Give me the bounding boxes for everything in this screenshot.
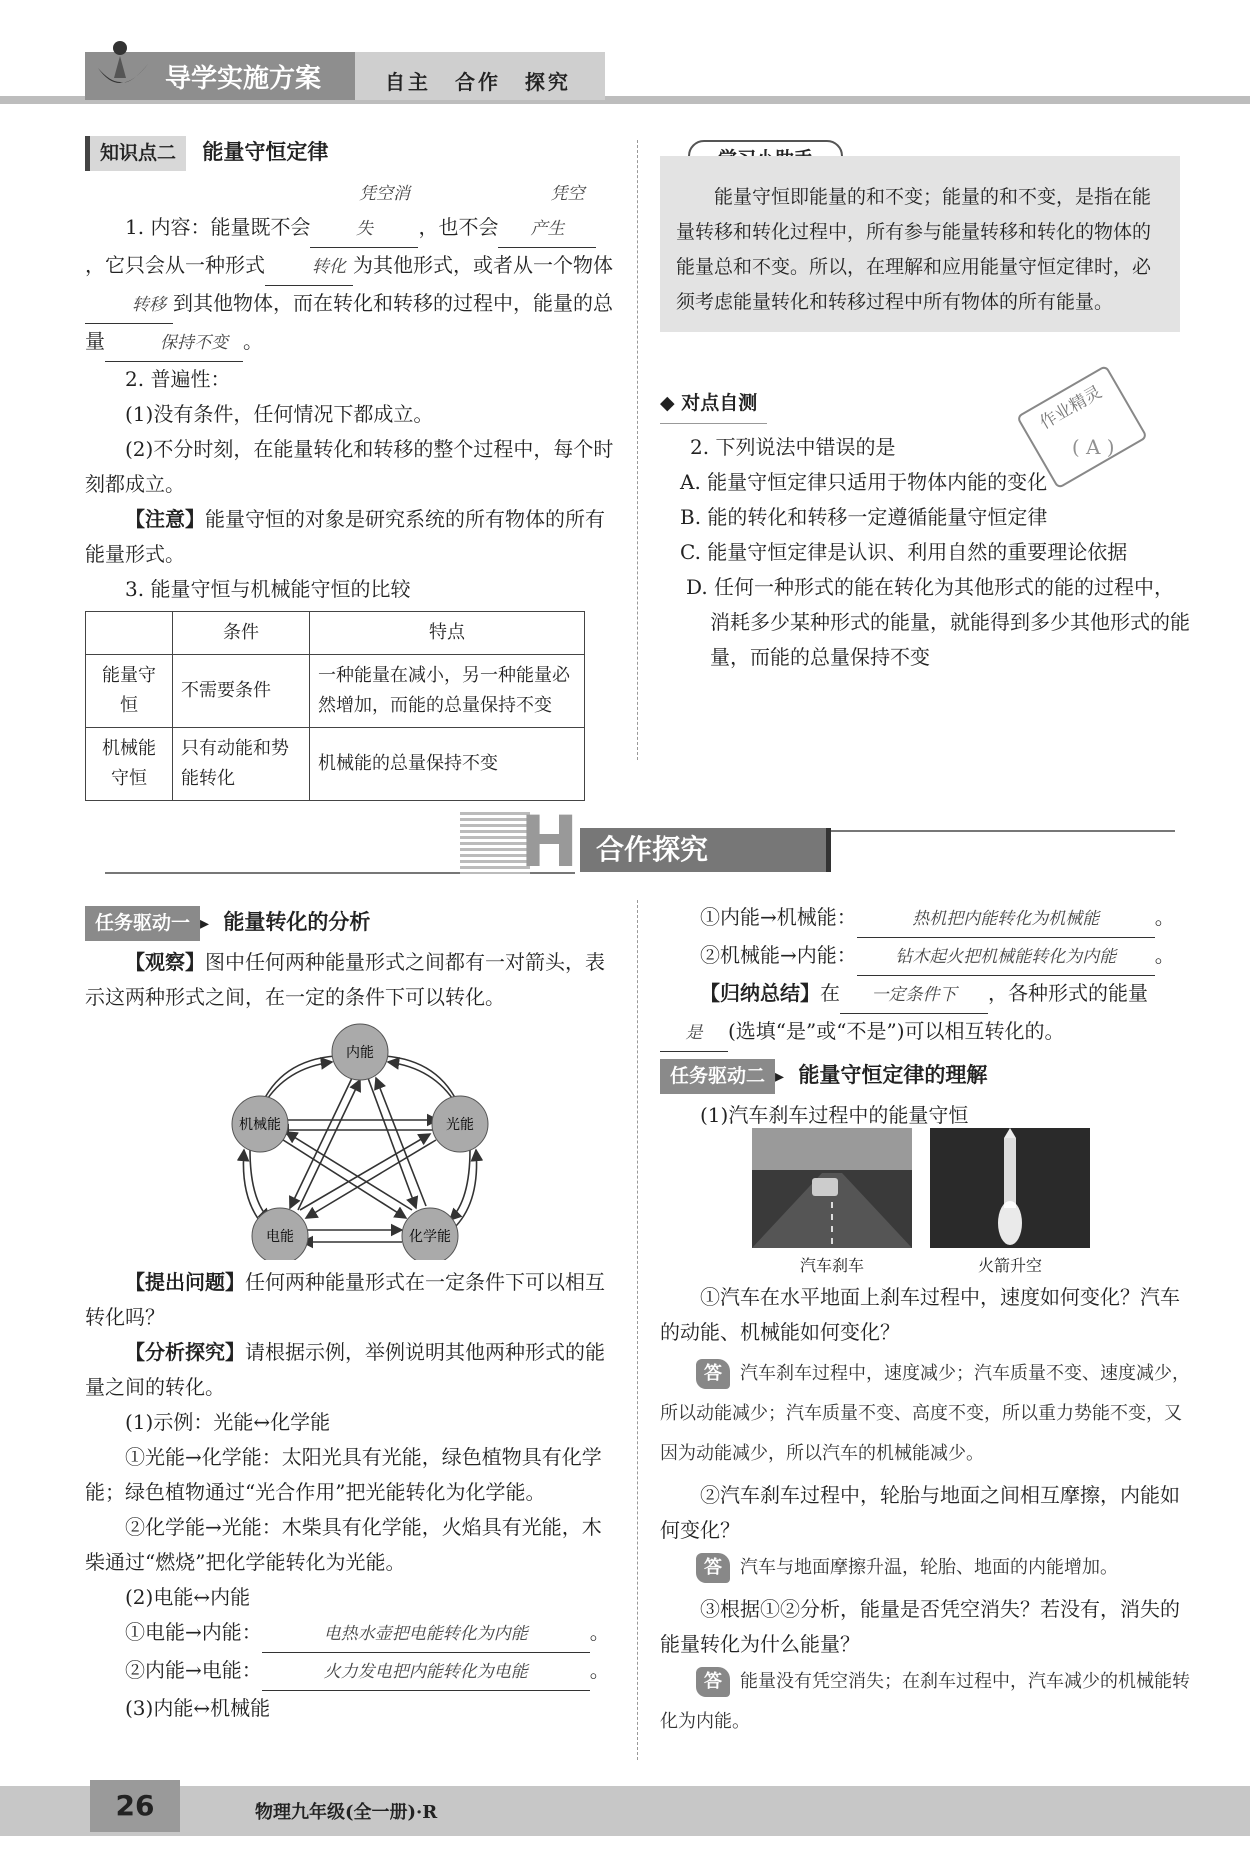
- task2-a2: [660, 1548, 1190, 1588]
- analysis-text: 请根据示例，举例说明其他两种形式的能量之间的转化。: [85, 1340, 605, 1399]
- task-1-body: [85, 1265, 620, 1726]
- answer-text: 能量没有凭空消失；在刹车过程中，汽车减少的机械能转化为内能。: [660, 1671, 1190, 1732]
- task1-title: 能量转化的分析: [223, 910, 371, 934]
- header-title: 导学实施方案: [165, 64, 322, 94]
- label: ②机械能→内能：: [700, 943, 857, 967]
- task2-title: 能量守恒定律的理解: [798, 1063, 988, 1087]
- task-1: [85, 905, 620, 1015]
- page-number: 26: [90, 1780, 180, 1832]
- observe: [85, 945, 620, 1015]
- fill-blank: 转化: [265, 250, 353, 286]
- fill-blank: 转移: [85, 288, 173, 324]
- answer-text: 汽车与地面摩擦升温，轮胎、地面的内能增加。: [740, 1557, 1118, 1578]
- part3-a: [660, 900, 1190, 938]
- text: 。: [1154, 905, 1175, 929]
- note: [85, 502, 615, 572]
- node-label: 机械能: [239, 1117, 281, 1133]
- comparison-table: [85, 611, 585, 801]
- arrow: [368, 1078, 416, 1208]
- fill-blank: 钻木起火把机械能转化为内能: [857, 940, 1155, 976]
- part2-b: [85, 1653, 620, 1691]
- table-row: [86, 655, 585, 728]
- section-title: 合作探究: [580, 828, 831, 872]
- observe-label: 【观察】: [125, 950, 205, 974]
- diamond-icon: ◆: [660, 392, 675, 414]
- answer-text: 汽车刹车过程中，速度减少；汽车质量不变、速度减少，所以动能减少；汽车质量不变、高度不变，所以重力势能不变，又因为动能减少，所以汽车的机械能减少。: [660, 1363, 1190, 1464]
- compare-title: 3. 能量守恒与机械能守恒的比较: [125, 577, 411, 601]
- note-text: 能量守恒的对象是研究系统的所有物体的所有能量形式。: [85, 507, 605, 566]
- text: ，也不会: [418, 215, 499, 239]
- column-divider-top: [637, 140, 638, 760]
- option-b: B. 能的转化和转移一定遵循能量守恒定律: [680, 505, 1048, 529]
- task-2-body: [660, 1280, 1190, 1742]
- rocket-caption: 火箭升空: [977, 1256, 1042, 1275]
- rocket-launch-photo: [930, 1128, 1090, 1248]
- helper-text: 能量守恒即能量的和不变；能量的和不变，是指在能量转移和转化过程中，所有参与能量转移和转化的物体的能量总和不变。所以，在理解和应用能量守恒定律时，必须考虑能量转化和转移过程中所有物体的所有能量。: [676, 186, 1152, 313]
- table-cell: 机械能守恒: [86, 728, 173, 801]
- helper-box: [660, 156, 1180, 332]
- part2-title: (2)电能↔内能: [125, 1585, 251, 1609]
- text: 。: [589, 1658, 610, 1682]
- label: ①电能→内能：: [125, 1620, 262, 1644]
- book-title: 物理九年级(全一册)·R: [255, 1802, 438, 1823]
- arrow: [290, 1078, 352, 1208]
- table-cell: 机械能的总量保持不变: [310, 728, 585, 801]
- text: 。: [589, 1620, 610, 1644]
- car-caption: 汽车刹车: [799, 1256, 864, 1275]
- arrow: [376, 1078, 426, 1206]
- node-label: 光能: [446, 1117, 474, 1133]
- answer-mark-icon: 答: [696, 1553, 730, 1583]
- summary-label: 【归纳总结】: [700, 981, 820, 1005]
- section-h-icon: H: [520, 801, 579, 883]
- table-header: 特点: [310, 612, 585, 655]
- example-title: (1)示例：光能↔化学能: [125, 1410, 331, 1434]
- example-1: ①光能→化学能：太阳光具有光能，绿色植物具有化学能；绿色植物通过“光合作用”把光能转化为化学能。: [85, 1445, 602, 1504]
- footer-band: [0, 1786, 1250, 1836]
- table-header-row: [86, 612, 585, 655]
- summary: [660, 976, 1190, 1052]
- knowledge-tag: 知识点二: [85, 136, 186, 171]
- part2-a: [85, 1615, 620, 1653]
- fill-blank: 火力发电把内能转化为电能: [262, 1655, 590, 1691]
- universality-title: 2. 普遍性：: [125, 367, 231, 391]
- label: ①内能→机械能：: [700, 905, 857, 929]
- part3-b: [660, 938, 1190, 976]
- car-icon: [752, 1128, 912, 1248]
- arrow: [388, 1062, 456, 1104]
- node-label: 化学能: [409, 1229, 451, 1245]
- example-2: ②化学能→光能：木柴具有化学能，火焰具有光能，木柴通过“燃烧”把化学能转化为光能。: [85, 1515, 602, 1574]
- option-d: D. 任何一种形式的能在转化为其他形式的能的过程中，消耗多少某种形式的能量，就能得到多少其他形式的能量，而能的总量保持不变: [686, 575, 1190, 669]
- table-cell: 只有动能和势能转化: [173, 728, 310, 801]
- text: 到其他物体，而在转化和转移的过程中，能量的总量: [85, 291, 613, 353]
- text: 。: [243, 329, 263, 353]
- table-header: [86, 612, 173, 655]
- option-a: A. 能量守恒定律只适用于物体内能的变化: [680, 470, 1048, 494]
- task2-q2: ②汽车刹车过程中，轮胎与地面之间相互摩擦，内能如何变化？: [660, 1483, 1180, 1542]
- option-c: C. 能量守恒定律是认识、利用自然的重要理论依据: [680, 540, 1128, 564]
- question-label: 【提出问题】: [125, 1270, 245, 1294]
- task2-a3: [660, 1662, 1190, 1742]
- table-cell: 能量守恒: [86, 655, 173, 728]
- fill-blank: 是: [660, 1016, 728, 1052]
- arrow-icon: ▸: [200, 913, 210, 934]
- knowledge-title: 能量守恒定律: [202, 140, 329, 164]
- self-test-title: 对点自测: [681, 392, 758, 414]
- arrow: [264, 1062, 332, 1104]
- answer-mark-icon: 答: [696, 1667, 730, 1697]
- text: 1. 内容：能量既不会: [125, 215, 311, 239]
- text: 在: [820, 981, 840, 1005]
- note-label: 【注意】: [125, 507, 205, 531]
- fill-blank: 保持不变: [105, 326, 243, 362]
- arrow-icon: ▸: [775, 1066, 785, 1087]
- content-paragraph: [85, 177, 615, 362]
- energy-diagram: [220, 1020, 500, 1260]
- text: 。: [1154, 943, 1175, 967]
- node-label: 内能: [346, 1045, 374, 1061]
- task2-q3: ③根据①②分析，能量是否凭空消失？若没有，消失的能量转化为什么能量？: [660, 1597, 1180, 1656]
- task1-tag: 任务驱动一: [85, 906, 200, 941]
- stamp-text: 作业精灵: [1036, 382, 1106, 434]
- table-row: [86, 728, 585, 801]
- knowledge-point-2: [85, 135, 615, 801]
- question-raise: [85, 1265, 620, 1335]
- car-braking-photo: [752, 1128, 912, 1248]
- fill-blank: 热机把内能转化为机械能: [857, 902, 1155, 938]
- arrow: [280, 1138, 406, 1218]
- analysis: [85, 1335, 620, 1405]
- table-cell: 不需要条件: [173, 655, 310, 728]
- part3-title: (3)内能↔机械能: [125, 1696, 271, 1720]
- rocket-icon: [930, 1128, 1090, 1248]
- task2-tag: 任务驱动二: [660, 1059, 775, 1094]
- question-text: 任何两种能量形式在一定条件下可以相互转化吗？: [85, 1270, 605, 1329]
- observe-text: 图中任何两种能量形式之间都有一对箭头，表示这两种形式之间，在一定的条件下可以转化。: [85, 950, 605, 1009]
- logo-person-icon: [88, 38, 158, 104]
- question-text: 2. 下列说法中错误的是: [690, 435, 896, 459]
- text: (选填“是”或“不是”)可以相互转化的。: [728, 1019, 1065, 1043]
- analysis-label: 【分析探究】: [125, 1340, 245, 1364]
- self-test-header: [660, 386, 767, 424]
- task2-subtitle: (1)汽车刹车过程中的能量守恒: [700, 1103, 969, 1127]
- column-divider-bottom: [637, 900, 638, 1760]
- text: ，各种形式的能量: [988, 981, 1148, 1005]
- text: 为其他形式，或者从一个物体: [353, 253, 613, 277]
- text: ，它只会从一种形式: [85, 253, 265, 277]
- table-cell: 一种能量在减小，另一种能量必然增加，而能的总量保持不变: [310, 655, 585, 728]
- fill-blank: 一定条件下: [840, 978, 988, 1014]
- node-label: 电能: [266, 1229, 294, 1245]
- fill-blank: 凭空产生: [498, 177, 596, 248]
- task2-a1: [660, 1354, 1190, 1474]
- task2-q1: ①汽车在水平地面上刹车过程中，速度如何变化？汽车的动能、机械能如何变化？: [660, 1285, 1180, 1344]
- universality-1: (1)没有条件，任何情况下都成立。: [125, 402, 434, 426]
- label: ②内能→电能：: [125, 1658, 262, 1682]
- universality-2: (2)不分时刻，在能量转化和转移的整个过程中，每个时刻都成立。: [85, 437, 614, 496]
- fill-blank: 凭空消失: [310, 177, 418, 248]
- fill-blank: 电热水壶把电能转化为内能: [262, 1617, 590, 1653]
- task2-header: [660, 1058, 1190, 1094]
- answer-mark-icon: 答: [696, 1359, 730, 1389]
- table-header: 条件: [173, 612, 310, 655]
- task-1-continued: [660, 900, 1190, 1133]
- header-subtitle: 自主 合作 探究: [385, 70, 571, 94]
